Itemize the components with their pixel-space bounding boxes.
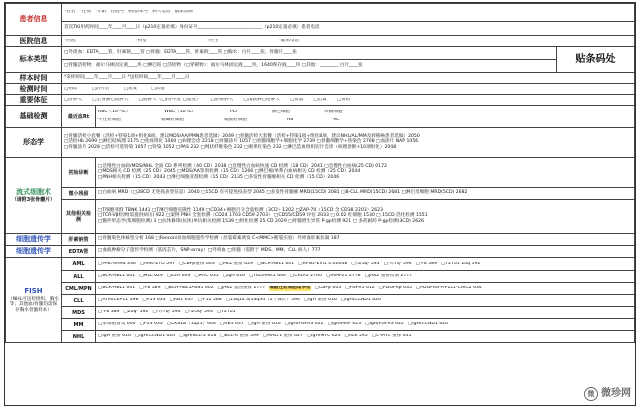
flow-init-rows	[96, 158, 635, 188]
fish-probe-option[interactable]: □13q14.3/13q34（2个探针）590	[225, 298, 300, 303]
fish-probe-option[interactable]: □BCR-ABL1 601	[98, 286, 136, 291]
fish-probe-option[interactable]: □RB1 637	[219, 322, 244, 327]
major-sign-option[interactable]: □肝脾肿大	[210, 97, 234, 102]
fish-probe-option[interactable]: □IgH 重排 616	[247, 322, 281, 327]
morph-row-3[interactable]: □骨髓涂片 2028 □活检可选特染 1057 □铁染 1052 □PAS 232 □网状纤维染色 232 □刚果红染色 232 □淋巴造血组织切片会诊（病理诊断+10项组化）2048	[64, 144, 397, 150]
major-sign-option[interactable]: □肝肿大	[64, 97, 83, 102]
fish-probe-option[interactable]: □RB1 637	[169, 298, 194, 303]
fish-probe-option[interactable]: □P53 633	[139, 322, 163, 327]
major-sign-option[interactable]: □全身淋巴结肿大	[92, 97, 129, 102]
cyto-row[interactable]: □骨髓染色体核型分析 168 □Fanconi贫血细胞遗传学检测（丝裂霉素诱发 C<MMC>断裂实验）外周血肝素抗凝 187	[96, 234, 635, 246]
cyto-title: 细胞遗传学	[6, 234, 62, 246]
patient-row1	[62, 4, 635, 22]
fish-probe-option[interactable]: □C-MYC 重排 631	[371, 334, 412, 339]
blood-value-field[interactable]: 中性粒细胞	[98, 118, 121, 122]
flow-title	[6, 158, 62, 234]
blood-value-field[interactable]: 淋巴细胞	[271, 110, 291, 115]
flow-init-label: 初始诊断	[62, 158, 96, 188]
fish-probe-option[interactable]: □BCR-ABL1 601	[256, 261, 295, 266]
fish-probe-option[interactable]: □BCL-6 重排 599	[220, 334, 259, 339]
fish-probe-option[interactable]: □IgH 616	[222, 274, 245, 279]
flow-other-rows	[96, 200, 635, 234]
recent-blood-rt: 最近血Rt	[62, 106, 96, 128]
fish-probe-option[interactable]: □IgH/FGFR3 622	[284, 322, 324, 327]
hospital-section-title: 医院信息	[6, 36, 62, 47]
flow-mrd-row[interactable]: □白血病 MRD（□28CD 无免疫表型信息）2040 □15CD 有可提免疫表型 2045 □多发性骨髓瘤 MRD(15CD) 2081 □B-CLL MRD(15CD) 2681 □淋巴母细胞 MRD(5CD) 2682	[96, 188, 635, 200]
fish-probe-option[interactable]: □FGFR1 612	[345, 286, 375, 291]
sample-time-row[interactable]: *采样时间____年____月____日 *送检时间____年____月____日	[62, 73, 635, 84]
hospital-field[interactable]: *科室	[135, 38, 147, 43]
watermark	[581, 386, 634, 402]
fish-probe-option[interactable]: □MLL 629	[139, 274, 163, 279]
fish-probe-option[interactable]: □CRLF2 2700	[289, 274, 322, 279]
blood-value-field[interactable]: Hb	[286, 118, 294, 122]
fish-row-label: ALL	[62, 271, 96, 283]
fish-row-mds	[96, 307, 635, 319]
fish-row-label: AML	[62, 258, 96, 271]
fish-probe-option[interactable]: □MALT1 重排 627	[262, 334, 303, 339]
fish-probe-option[interactable]: □浆细胞富集 600	[98, 322, 136, 327]
form-table	[5, 3, 635, 343]
fish-probe-option[interactable]: □CBFβ 603	[314, 286, 342, 291]
fish-probe-option[interactable]: □BCR-ABL1 601	[98, 274, 136, 279]
major-signs-title: 重要体征	[6, 95, 62, 106]
sample-type-row1[interactable]: □外周血：EDTA____管，肝素钠____管 □骨髓：EDTA____管，肝素钠____管 □胸水：白片____张，骨髓片____张	[62, 47, 557, 60]
fish-note: （NHL可送检组织、胸水等；其他血/骨髓均需保存胸水骨髓样本）	[8, 297, 59, 313]
fish-probe-option[interactable]: □IgH 重排 616	[98, 334, 131, 339]
major-signs-row	[62, 95, 635, 106]
fish-row-cml	[96, 283, 635, 295]
fish-probe-option[interactable]: □Y2701 20q 592	[441, 261, 481, 266]
fish-row-label: CML/MPN	[62, 283, 96, 295]
flow-other-row-3[interactable]: □髓外形态学(浆细胞检测) 3 □抗体修饰(抗体)单抗相关检测 1539 □组化检测 25 CD 2029 □骨髓增生异常 P-gp检测 921 □ 多药耐药 P-gp检测(3CD) 2626	[98, 218, 424, 224]
fish-probe-option[interactable]: □-5/5q- 593	[351, 261, 380, 266]
flow-other-label: 其他相关检测	[62, 200, 96, 234]
fish-probe-option[interactable]: □IgH/CCND1 620	[340, 298, 381, 303]
fish-row-all	[96, 271, 635, 283]
flow-init-row-1[interactable]: □急慢性白血病/MDS/NHL 全面 CD 系列检测（40 CD）2038 □急慢性白血病快速 CD 检测（18 CD）2041 □急慢性白血病(25 CD) 0172	[98, 163, 387, 169]
fish-probe-option[interactable]: □CBFβ重排 603	[178, 261, 215, 266]
flow-init-row-2[interactable]: □MDS相关 CD 检测（25 CD）2045 □MDS/AA鉴别检测（15 CD）1266 □淋巴瘤/单系白血病相关 CD 检测（25 CD）2044	[98, 169, 361, 175]
basic-title: 基础检测	[6, 106, 62, 128]
blood-value-field[interactable]: 嗜碱粒细胞	[160, 118, 184, 122]
blood-value-field[interactable]: PLT	[230, 110, 238, 115]
fish-probe-option[interactable]: □IgH/FGFR3 622	[365, 322, 404, 327]
fish-row-mm	[96, 319, 635, 331]
cyto-sub: 肝素钠管	[62, 234, 96, 246]
patient-field[interactable]: 病房/床号	[128, 10, 149, 15]
fish-probe-option[interactable]: □BCR-ABL1ASS1 602	[164, 286, 214, 291]
patient-row2[interactable]: 首次TKI用药时间____年____月____日（p210定量必填）身份证号____________________________（p210定量必填）患者电话	[62, 22, 635, 36]
fish-probe-option[interactable]: □CKS1B（1q21）604	[166, 322, 216, 327]
fish-probe-option[interactable]: □IgH/MYC 624	[306, 334, 341, 339]
patient-field[interactable]: *性别	[79, 10, 91, 15]
fish-probe-option[interactable]: □P53 633	[142, 298, 166, 303]
hospital-field[interactable]: *医院	[64, 38, 76, 43]
patient-field[interactable]: 住院号	[110, 10, 125, 15]
hospital-field[interactable]: *临床电话	[278, 38, 300, 43]
patient-field[interactable]: 临床诊断	[174, 10, 194, 15]
watermark-text: 微珍网	[601, 388, 631, 399]
sample-time-title: 样本时间	[6, 73, 62, 84]
fish-probe-option[interactable]: □AML-ETO 597	[139, 261, 175, 266]
morph-row-2[interactable]: □活检Hb 2699 □淋巴结病理 2175 □免疫组化 1060 □病理会诊 2218 □骨髓涂片 1057 □骨髓细胞学+细胞化学 2739 □骨髓细胞学+铁染色 2708 □血涂片 NAP 1056	[64, 139, 419, 145]
hospital-field[interactable]: *医生	[207, 38, 219, 43]
basic-values	[96, 106, 635, 128]
major-sign-option[interactable]: □浅表淋巴结肿大	[243, 97, 280, 102]
sample-type-title: 标本类型	[6, 47, 62, 73]
fish-row-label: NHL	[62, 331, 96, 343]
fish-probe-option[interactable]: □-7/7q- 594	[152, 310, 181, 315]
mol-row[interactable]: □血液肿瘤分子遗传学检测（基因芯片，SNP-array）□外周血 □骨髓（需附于 MDS、MM、CLL 病人）777	[96, 246, 635, 258]
fish-probe-option[interactable]: □JAK2 重排检测 2777	[364, 274, 413, 279]
fish-probe-option[interactable]: □MYC 631	[194, 274, 219, 279]
detect-time-title: 检测时间	[6, 84, 62, 95]
fish-probe-option[interactable]: □ALK 595	[344, 334, 368, 339]
flow-init-row-3[interactable]: □PNH相关检测（15 CD）2043 □淋巴细胞亚群检测（15 CD）2135 □多发性骨髓瘤相关 CD 检测（15 CD）2046	[98, 174, 340, 180]
morph-title: 形态学	[6, 128, 62, 158]
blood-value-field[interactable]: 单核细胞	[324, 110, 343, 115]
major-sign-option[interactable]: □脾肿大（□轻/中度 □重度）	[138, 97, 201, 102]
flow-mrd-label: 微小残留	[62, 188, 96, 200]
barcode-area: 贴条码处	[557, 47, 635, 73]
morph-rows	[62, 128, 635, 158]
sample-type-row2[interactable]: □骨髓活检物：福尔马林固定液____块 □淋巴结 □活检物（□穿刺物）：福尔马林固定液____块，1640保存液____块 □其他：________ 白片____张	[62, 60, 557, 73]
detect-time-option[interactable]: □治疗后	[91, 86, 110, 91]
blood-value-field[interactable]: 嗜酸粒细胞	[223, 118, 247, 122]
fish-probe-option[interactable]: □PDGFRα-FIP1L1-CHIC2 634	[415, 286, 482, 291]
fish-probe-option[interactable]: □-5/5q- 593	[184, 310, 213, 315]
fish-probe-option[interactable]: □+8 589	[98, 310, 120, 315]
hospital-row	[62, 36, 635, 47]
blood-value-field[interactable]: RBC（10¹²/L）	[98, 110, 131, 115]
flow-title-text: 流式细胞术	[16, 187, 51, 196]
detect-time-option[interactable]: □初诊	[64, 86, 78, 91]
blood-value-field[interactable]: WBC（10⁹/L）	[164, 110, 197, 115]
fish-probe-option[interactable]: □IgH 重排 616	[303, 298, 337, 303]
major-sign-option[interactable]: □黄疸	[336, 97, 351, 102]
fish-row-nhl	[96, 331, 635, 343]
fish-row-label: MM	[62, 319, 96, 331]
fish-probe-option[interactable]: □TEL/AML1 640	[248, 274, 286, 279]
fish-probe-option[interactable]: □Y2701	[216, 310, 236, 315]
fish-row-aml	[96, 258, 635, 271]
watermark-logo-icon: 微	[584, 387, 598, 401]
test-request-form	[4, 2, 636, 406]
fish-probe-option[interactable]: □IgH/CCND1 620	[134, 334, 176, 339]
fish-probe-option[interactable]: □+8 589	[139, 286, 161, 291]
patient-field[interactable]: 病人电话	[152, 10, 171, 15]
flow-other-row-2[interactable]: □TCR-Vβ检测(需提供病历) 922 □案例 PNH 全套检测（CD24 1703 CD59 2703） □CD55/CD59 评估 2033 □ 0.02 红细胞 1530 □ 15CD 活化检测 1551	[98, 213, 428, 219]
fish-probe-option[interactable]: □ATM/CEP11 598	[98, 298, 139, 303]
fish-probe-option[interactable]: □MLL 重排 629	[218, 261, 253, 266]
major-sign-option[interactable]: □贫血	[289, 97, 304, 102]
fish-probe-option[interactable]: □+8 589	[415, 261, 438, 266]
patient-field[interactable]: *姓名	[64, 10, 76, 15]
fish-probe-option[interactable]: □IgH/CCND1 620	[407, 322, 449, 327]
detect-time-option[interactable]: □其他	[151, 86, 165, 91]
fish-title	[6, 258, 62, 343]
morph-row-1[interactable]: □骨髓活检小套餐（活检+特染1项+组化8项，建议MDS/AA/PMN患者选做）2049 □骨髓活检大套餐（活检+特染1项+组化8项，建议NHL/AL/MM及转移癌患者选做）2050	[64, 133, 420, 139]
blood-value-field[interactable]: RC	[333, 118, 340, 122]
fish-probe-option[interactable]: □PML-RARα 336	[98, 261, 136, 266]
flow-note: （请附3张骨髓片）	[11, 196, 56, 203]
fish-probe-option[interactable]: □20q- 592	[123, 310, 149, 315]
fish-probe-option[interactable]: □-7/7q- 594	[383, 261, 412, 266]
mol-sub: EDTA管	[62, 246, 96, 258]
fish-probe-option[interactable]: □IAMP21 2778	[325, 274, 361, 279]
fish-probe-option[interactable]: □RPN1-EVI1 0.00048	[298, 261, 348, 266]
fish-row-label: MDS	[62, 307, 96, 319]
fish-probe-option[interactable]: □PDGFRβ 635	[378, 286, 412, 291]
fish-title-text: FISH	[24, 287, 43, 296]
fish-row-label: CLL	[62, 295, 96, 307]
detect-time-option[interactable]: □复发	[123, 86, 138, 91]
fish-probe-option[interactable]: □+12 588	[197, 298, 222, 303]
fish-probe-option[interactable]: □IgH/MAF 623	[327, 322, 362, 327]
fish-row-cll	[96, 295, 635, 307]
fish-probe-option[interactable]: □E2A 609	[166, 274, 191, 279]
fish-probe-option[interactable]: □IgH/BCL-2 618	[179, 334, 217, 339]
mol-title: 细胞遗传学	[6, 246, 62, 258]
flow-other-row-1[interactable]: □T细胞亚群 TBNK 1441 □T淋巴细胞克隆性 1149 □CD34+细胞百分含量检测（3CD）1202 □ZAP-70（15CD 含 CD38 2203）2623	[98, 207, 383, 213]
patient-section-title: 患者信息	[6, 4, 62, 36]
major-sign-option[interactable]: □出血	[313, 97, 327, 102]
fish-probe-option[interactable]: 嗜酸性粒细胞增多症	[269, 286, 311, 291]
detect-time-row	[62, 84, 635, 95]
patient-field[interactable]: *年龄	[95, 10, 107, 15]
fish-probe-option[interactable]: □JAK2 基因重排 2777	[217, 286, 266, 291]
